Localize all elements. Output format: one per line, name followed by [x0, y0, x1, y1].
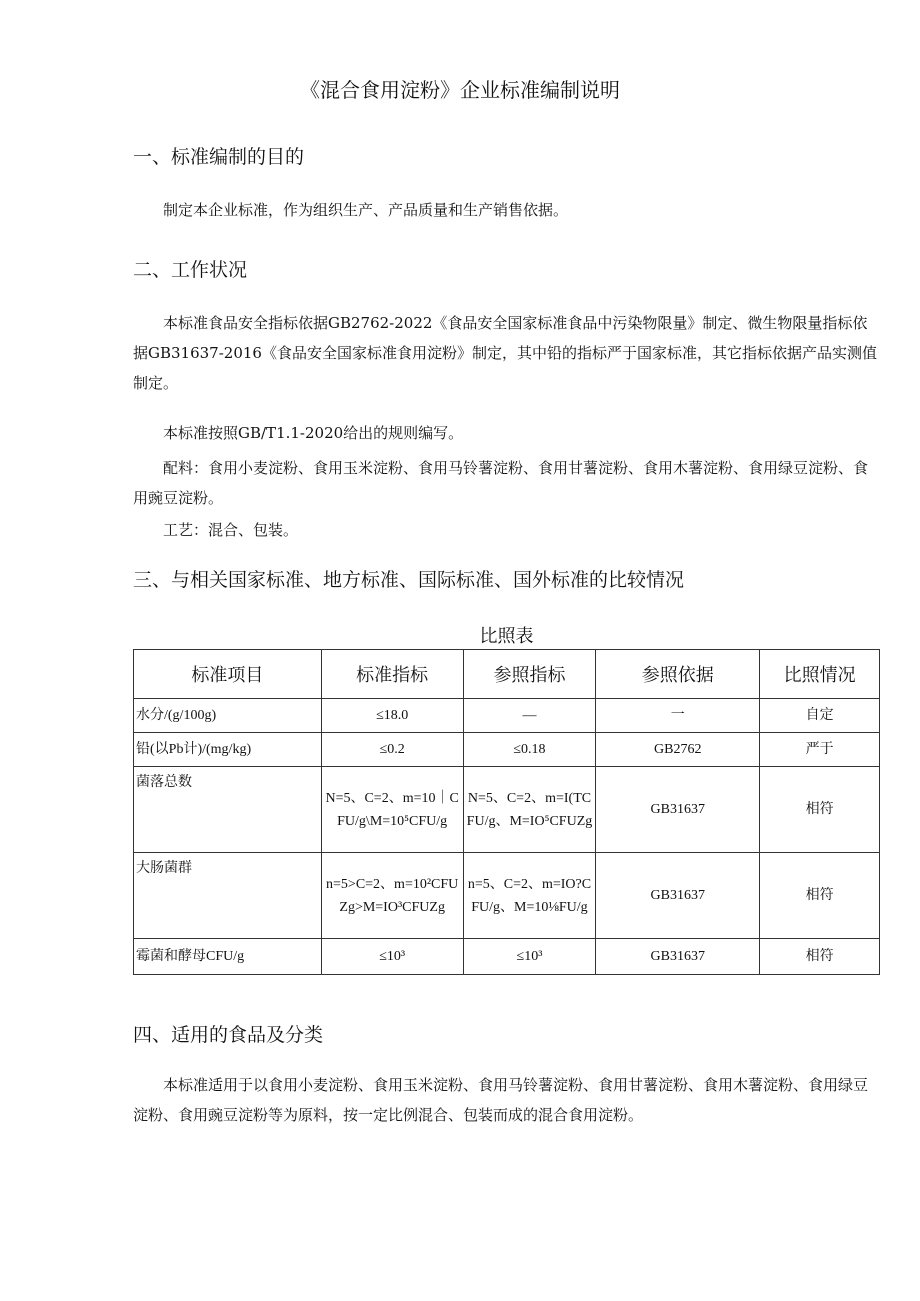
- cell: GB31637: [596, 853, 760, 939]
- cell: ≤0.2: [321, 733, 463, 767]
- table-caption: 比照表: [479, 626, 534, 647]
- cell: N=5、C=2、m=I(TCFU/g、M=IO⁵CFUZg: [463, 767, 596, 853]
- cell: GB2762: [596, 733, 760, 767]
- section-heading-4: 四、适用的食品及分类: [133, 1024, 324, 1046]
- cell: 严于: [760, 733, 880, 767]
- section-1-text: 制定本企业标准，作为组织生产、产品质量和生产销售依据。: [163, 201, 569, 219]
- header-cell: 参照依据: [596, 650, 760, 699]
- table-row: [134, 733, 880, 767]
- document-title: 《混合食用淀粉》企业标准编制说明: [300, 78, 620, 102]
- cell: n=5、C=2、m=IO?CFU/g、M=10⅛FU/g: [463, 853, 596, 939]
- cell: 相符: [760, 767, 880, 853]
- section-2-para-1: 本标准食品安全指标依据GB2762-2022《食品安全国家标准食品中污染物限量》制定、微生物限量指标依据GB31637-2016《食品安全国家标准食用淀粉》制定，其中铅的指标严于国家标准，其它指标依据产品实测值制定。: [133, 314, 877, 392]
- section-heading-1: 一、标准编制的目的: [133, 146, 305, 168]
- header-cell: 标准项目: [134, 650, 322, 699]
- cell: 铅(以Pb计)/(mg/kg): [134, 733, 322, 767]
- cell: 相符: [760, 853, 880, 939]
- header-cell: 标准指标: [321, 650, 463, 699]
- table-row: [134, 699, 880, 733]
- cell: 菌落总数: [134, 767, 322, 853]
- section-2-para-3: 配料：食用小麦淀粉、食用玉米淀粉、食用马铃薯淀粉、食用甘薯淀粉、食用木薯淀粉、食用绿豆淀粉、食用豌豆淀粉。: [133, 459, 869, 507]
- cell: n=5>C=2、m=10²CFUZg>M=IO³CFUZg: [321, 853, 463, 939]
- cell: 霉菌和酵母CFU/g: [134, 939, 322, 975]
- section-heading-3: 三、与相关国家标准、地方标准、国际标准、国外标准的比较情况: [133, 569, 685, 591]
- cell: 大肠菌群: [134, 853, 322, 939]
- comparison-table: [133, 649, 880, 975]
- cell: 一: [596, 699, 760, 733]
- cell: 相符: [760, 939, 880, 975]
- table-header-row: [134, 650, 880, 699]
- cell: 水分/(g/100g): [134, 699, 322, 733]
- cell: GB31637: [596, 767, 760, 853]
- cell: N=5、C=2、m=10｜CFU/g\M=10⁵CFU/g: [321, 767, 463, 853]
- cell: ≤10³: [463, 939, 596, 975]
- header-cell: 比照情况: [760, 650, 880, 699]
- table-row: [134, 853, 880, 939]
- section-4-text: 本标准适用于以食用小麦淀粉、食用玉米淀粉、食用马铃薯淀粉、食用甘薯淀粉、食用木薯淀粉、食用绿豆淀粉、食用豌豆淀粉等为原料，按一定比例混合、包装而成的混合食用淀粉。: [133, 1076, 869, 1124]
- header-cell: 参照指标: [463, 650, 596, 699]
- cell: GB31637: [596, 939, 760, 975]
- section-2-para-4: 工艺：混合、包装。: [163, 521, 299, 539]
- table-row: [134, 767, 880, 853]
- table-row: [134, 939, 880, 975]
- cell: ≤0.18: [463, 733, 596, 767]
- cell: 自定: [760, 699, 880, 733]
- section-heading-2: 二、工作状况: [133, 259, 248, 281]
- section-2-para-2: 本标准按照GB/T1.1-2020给出的规则编写。: [163, 424, 464, 442]
- cell: ≤10³: [321, 939, 463, 975]
- cell: ≤18.0: [321, 699, 463, 733]
- cell: —: [463, 699, 596, 733]
